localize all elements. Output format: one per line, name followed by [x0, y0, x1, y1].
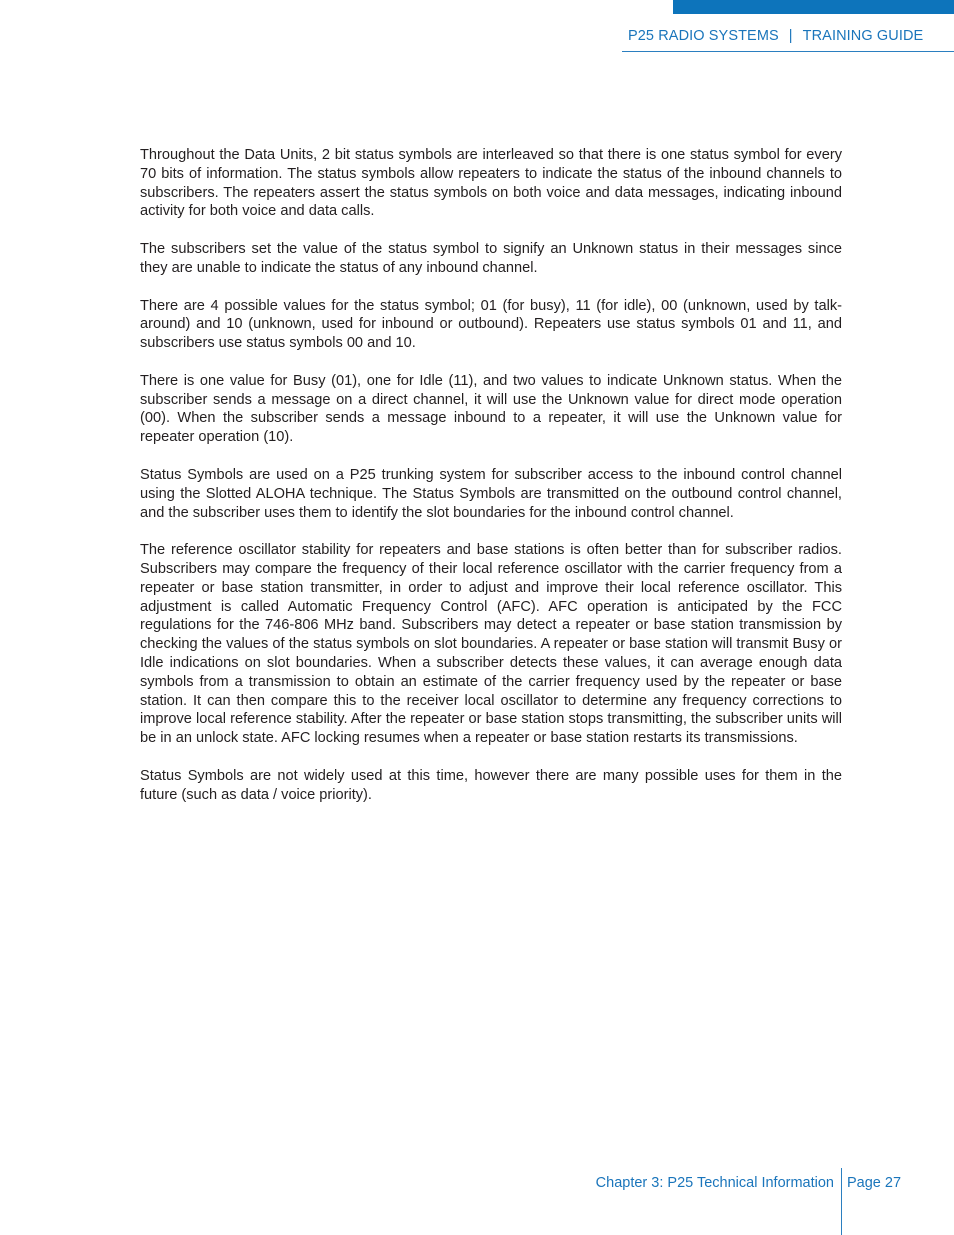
body-text [140, 146, 842, 823]
header-separator: | [788, 28, 793, 44]
paragraph: There is one value for Busy (01), one for Idle (11), and two values to indicate Unknown status. When the subscriber sends a message on a direct channel, it will use the Unknown value for direct mode operation (00). When the subscriber sends a message inbound to a repeater, it will use the Unknown value for repeater operation (10). [140, 372, 842, 446]
page-number: Page 27 [847, 1175, 902, 1191]
paragraph: There are 4 possible values for the status symbol; 01 (for busy), 11 (for idle), 00 (unknown, used by talk-around) and 10 (unknown, used for inbound or outbound). Repeaters use status symbols 01 and 11, and subscribers use status symbols 00 and 10. [140, 297, 842, 352]
paragraph: The reference oscillator stability for repeaters and base stations is often better than for subscriber radios. Subscribers may compare the frequency of their local reference oscillator with the carrier frequency from a repeater or base station transmitter, in order to adjust and improve their local reference oscillator. This adjustment is called Automatic Frequency Control (AFC). AFC operation is anticipated by the FCC regulations for the 746-806 MHz band. Subscribers may detect a repeater or base station transmission by checking the values of the status symbols on slot boundaries. A repeater or base station will transmit Busy or Idle indications on slot boundaries. When a subscriber detects these values, it can average enough data symbols from a transmission to obtain an estimate of the carrier frequency used by the repeater or base station. It can then compare this to the receiver local oscillator to determine any frequency corrections to improve local reference stability. After the repeater or base station stops transmitting, the subscriber units will be in an unlock state. AFC locking resumes when a repeater or base station restarts its transmissions. [140, 542, 842, 747]
running-header [622, 27, 954, 52]
header-right-label: TRAINING GUIDE [802, 28, 924, 44]
running-header-text [628, 28, 923, 44]
header-left-label: P25 RADIO SYSTEMS [628, 28, 779, 44]
footer-chapter-title: Chapter 3: P25 Technical Information [595, 1175, 834, 1191]
paragraph: The subscribers set the value of the status symbol to signify an Unknown status in their messages since they are unable to indicate the status of any inbound channel. [140, 241, 842, 276]
header-accent-bar [673, 0, 954, 14]
paragraph: Status Symbols are used on a P25 trunking system for subscriber access to the inbound control channel using the Slotted ALOHA technique. The Status Symbols are transmitted on the outbound control channel, and the subscriber uses them to identify the slot boundaries for the inbound control channel. [140, 466, 842, 521]
paragraph: Throughout the Data Units, 2 bit status symbols are interleaved so that there is one status symbol for every 70 bits of information. The status symbols allow repeaters to indicate the status of the inbound channels to subscribers. The repeaters assert the status symbols on both voice and data messages, indicating inbound activity for both voice and data calls. [140, 147, 842, 220]
footer-divider [841, 1168, 842, 1235]
paragraph: Status Symbols are not widely used at this time, however there are many possible uses for them in the future (such as data / voice priority). [140, 767, 842, 803]
